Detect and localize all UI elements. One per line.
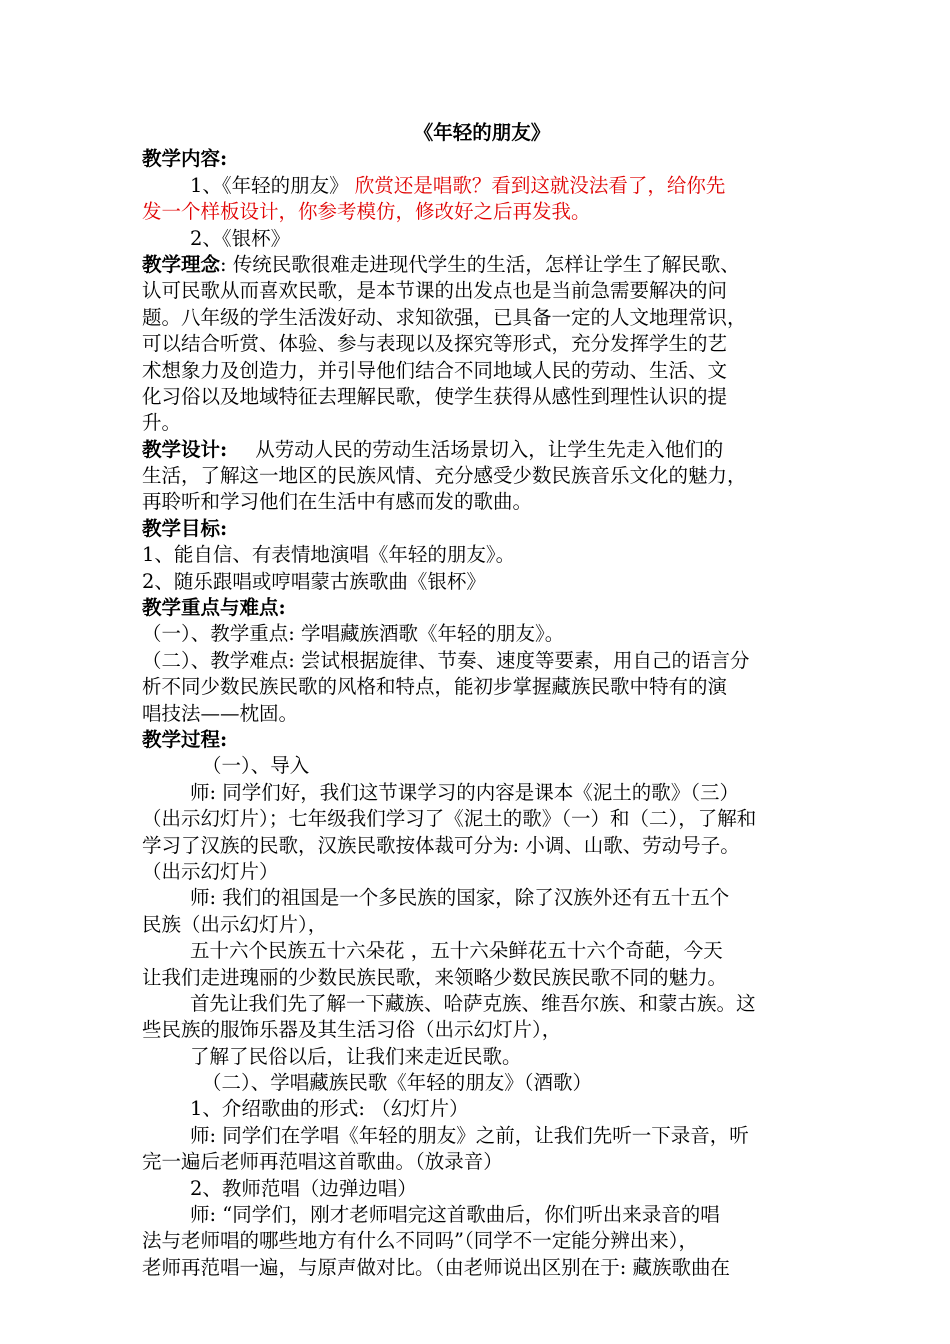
concept-text: : 传统民歌很难走进现代学生的生活，怎样让学生了解民歌、 (220, 252, 740, 276)
goal-item: 2、随乐跟唱或哼唱蒙古族歌曲《银杯》 (142, 569, 486, 593)
content-heading: 教学内容: (142, 147, 228, 171)
process-line: 师: 我们的祖国是一个多民族的国家，除了汉族外还有五十五个 (190, 886, 730, 910)
process-line: 师: 同学们在学唱《年轻的朋友》之前，让我们先听一下录音，听 (190, 1123, 749, 1147)
concept-line: 术想象力及创造力，并引导他们结合不同地域人民的劳动、生活、文 (142, 358, 728, 382)
process-line: 完一遍后老师再范唱这首歌曲。（放录音） (142, 1150, 503, 1174)
key-line: 析不同少数民族民歌的风格和特点，能初步掌握藏族民歌中特有的演 (142, 675, 728, 699)
design-line-1 (142, 437, 822, 463)
process-line: 五十六个民族五十六朵花 ，五十六朵鲜花五十六个奇葩，今天 (190, 939, 723, 963)
process-line: 2、教师范唱（边弹边唱） (190, 1176, 417, 1200)
process-heading: 教学过程: (142, 727, 228, 751)
review-comment-cont: 发一个样板设计，你参考模仿，修改好之后再发我。 (142, 200, 591, 224)
process-line: （二）、学唱藏族民歌《年轻的朋友》（酒歌） (202, 1071, 593, 1095)
process-line: 些民族的服饰乐器及其生活习俗（出示幻灯片）， (142, 1018, 562, 1042)
review-comment: 欣赏还是唱歌？看到这就没法看了，给你先 (354, 173, 726, 197)
process-line: 首先让我们先了解一下藏族、哈萨克族、维吾尔族、和蒙古族。这 (190, 991, 756, 1015)
concept-line: 题。八年级的学生活泼好动、求知欲强，已具备一定的人文地理常识， (142, 305, 747, 329)
key-line: 唱技法——枕固。 (142, 701, 299, 725)
content-item-2: 2、《银杯》 (190, 226, 291, 250)
process-line: 学习了汉族的民歌，汉族民歌按体裁可分为: 小调、山歌、劳动号子。 (142, 833, 740, 857)
design-line: 再聆听和学习他们在生活中有感而发的歌曲。 (142, 490, 533, 514)
process-line: 民族（出示幻灯片）， (142, 912, 328, 936)
process-line: 了解了民俗以后，让我们来走近民歌。 (190, 1044, 522, 1068)
content-item-1-text: 1、《年轻的朋友》 (190, 173, 349, 197)
design-line: 生活，了解这一地区的民族风情、充分感受少数民族音乐文化的魅力， (142, 464, 747, 488)
key-heading: 教学重点与难点: (142, 596, 286, 620)
process-section (142, 753, 822, 1281)
process-line: 师: “同学们，刚才老师唱完这首歌曲后，你们听出来录音的唱 (190, 1203, 720, 1227)
concept-line: 化习俗以及地域特征去理解民歌，使学生获得从感性到理性认识的提 (142, 384, 728, 408)
design-heading: 教学设计: (142, 437, 228, 461)
process-line: 老师再范唱一遍，与原声做对比。（由老师说出区别在于: 藏族歌曲在 (142, 1255, 731, 1279)
document-page (142, 120, 822, 1281)
key-line: （二）、教学难点: 尝试根据旋律、节奏、速度等要素，用自己的语言分 (142, 648, 750, 672)
concept-line: 升。 (142, 411, 182, 435)
concept-line: 认可民歌从而喜欢民歌，是本节课的出发点也是当前急需要解决的问 (142, 279, 728, 303)
goals-heading: 教学目标: (142, 516, 228, 540)
concept-heading: 教学理念 (142, 252, 221, 276)
process-line: （出示幻灯片）；七年级我们学习了《泥土的歌》（一）和（二），了解和 (142, 807, 757, 831)
key-line: （一）、教学重点: 学唱藏族酒歌《年轻的朋友》。 (142, 622, 565, 646)
process-line: （出示幻灯片） (142, 859, 279, 883)
concept-line: 可以结合听赏、体验、参与表现以及探究等形式，充分发挥学生的艺 (142, 332, 728, 356)
design-text: 从劳动人民的劳动生活场景切入，让学生先走入他们的 (255, 437, 724, 461)
goal-item: 1、能自信、有表情地演唱《年轻的朋友》。 (142, 543, 516, 567)
concept-line-1 (142, 252, 822, 278)
process-line: 1、介绍歌曲的形式: （幻灯片） (190, 1097, 469, 1121)
process-line: 师: 同学们好，我们这节课学习的内容是课本《泥土的歌》（三） (190, 780, 740, 804)
process-line: 让我们走进瑰丽的少数民族民歌，来领略少数民族民歌不同的魅力。 (142, 965, 728, 989)
process-line: （一）、导入 (202, 754, 310, 778)
process-line: 法与老师唱的哪些地方有什么不同吗”（同学不一定能分辨出来）， (142, 1229, 698, 1253)
page-title: 《年轻的朋友》 (413, 121, 551, 144)
content-item-1 (142, 173, 822, 199)
